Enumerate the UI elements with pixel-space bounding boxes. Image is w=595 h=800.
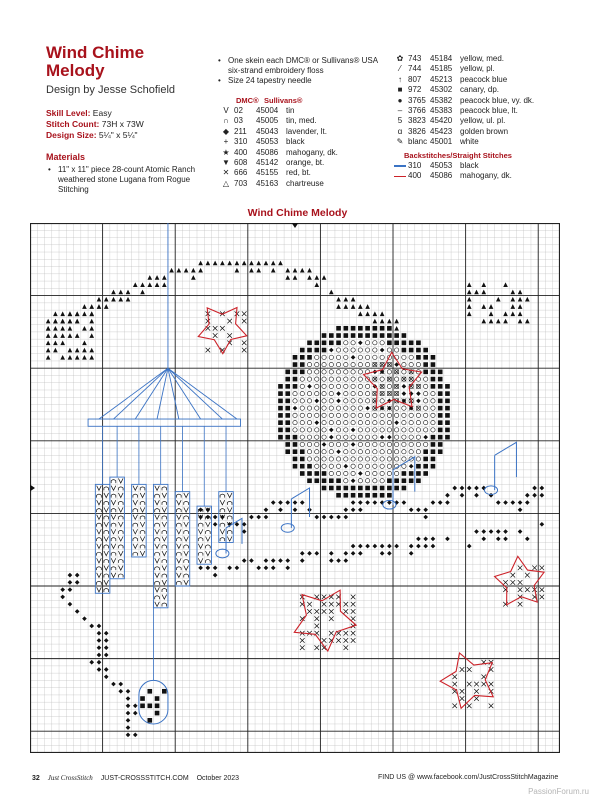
stitch-mark: [278, 413, 283, 418]
stitch-mark: [147, 689, 152, 694]
stitch-mark: [431, 362, 436, 367]
color-key-left: [218, 106, 338, 189]
stitch-mark: [329, 333, 334, 338]
stitch-mark: [431, 442, 436, 447]
stitch-mark: [416, 471, 421, 476]
supplies-item-floss: • One skein each DMC® or Sullivans® USA six-strand embroidery floss: [218, 56, 388, 76]
stitch-mark: [394, 478, 399, 483]
key-sul: 45053: [256, 137, 279, 147]
stitch-mark: [351, 493, 356, 498]
magazine-site[interactable]: JUST-CROSSSTITCH.COM: [100, 775, 189, 782]
key-name: peacock blue, lt.: [460, 106, 518, 116]
key-row: [218, 137, 338, 147]
skill-value: Easy: [92, 108, 112, 118]
stitch-mark: [300, 449, 305, 454]
stitch-mark: [300, 457, 305, 462]
key-dmc: 608: [234, 158, 248, 168]
stitch-count-value: 73H x 73W: [101, 119, 144, 129]
stitch-mark: [431, 377, 436, 382]
stitch-mark: [431, 370, 436, 375]
key-row: [218, 179, 338, 189]
key-dmc: 3823: [408, 116, 426, 126]
backstitch-dmc: 310: [408, 161, 422, 170]
key-sul: 45383: [430, 106, 453, 116]
stitch-mark: [431, 355, 436, 360]
stitch-mark: [358, 486, 363, 491]
stitch-mark: [307, 471, 312, 476]
stitch-mark: [387, 333, 392, 338]
stitch-mark: [358, 333, 363, 338]
stitch-mark: [336, 493, 341, 498]
stitch-mark: [409, 471, 414, 476]
stitch-mark: [431, 457, 436, 462]
stitch-mark: [285, 406, 290, 411]
key-dmc: 666: [234, 168, 248, 178]
key-symbol: ◆: [222, 126, 230, 136]
key-symbol: ✕: [222, 168, 230, 178]
stitch-mark: [336, 486, 341, 491]
key-dmc: 400: [234, 147, 248, 157]
stitch-mark: [314, 340, 319, 345]
stitch-mark: [423, 457, 428, 462]
title-line-2: Melody: [46, 61, 105, 80]
stitch-mark: [322, 340, 327, 345]
stitch-mark: [402, 340, 407, 345]
stitch-mark: [307, 464, 312, 469]
stitch-mark: [365, 333, 370, 338]
key-symbol: 5: [397, 116, 403, 126]
key-symbol: ■: [397, 85, 403, 95]
key-name: yellow, ul. pl.: [460, 116, 506, 126]
stitch-mark: [147, 703, 152, 708]
pattern-title: [46, 44, 246, 80]
stitch-mark: [300, 471, 305, 476]
stitch-mark: [293, 457, 298, 462]
stitch-count-label: Stitch Count:: [46, 119, 100, 129]
stitch-mark: [322, 478, 327, 483]
key-symbol: △: [222, 178, 230, 188]
stitch-mark: [285, 370, 290, 375]
stitch-mark: [293, 362, 298, 367]
key-symbol: ∩: [223, 116, 229, 126]
design-size-label: Design Size:: [46, 130, 97, 140]
stitch-mark: [445, 399, 450, 404]
stitch-mark: [278, 420, 283, 425]
backstitch-heading: Backstitches/Straight Stitches: [404, 151, 512, 160]
issue-date: October 2023: [196, 775, 240, 782]
stitch-mark: [293, 435, 298, 440]
stitch-mark: [438, 399, 443, 404]
stitch-mark: [322, 471, 327, 476]
stitch-mark: [445, 413, 450, 418]
stitch-mark: [322, 333, 327, 338]
stitch-mark: [380, 333, 385, 338]
stitch-mark: [387, 340, 392, 345]
backstitch-name: mahogany, dk.: [460, 171, 512, 181]
stitch-mark: [155, 703, 160, 708]
stitch-mark: [140, 696, 145, 701]
chart-title: Wind Chime Melody: [247, 207, 348, 219]
stitch-mark: [307, 340, 312, 345]
stitch-mark: [416, 464, 421, 469]
key-name: lavender, lt.: [286, 126, 327, 136]
stitch-mark: [409, 478, 414, 483]
stitch-mark: [278, 435, 283, 440]
stitch-mark: [300, 464, 305, 469]
stitch-mark: [431, 449, 436, 454]
key-row: [392, 127, 534, 137]
key-sul: 45001: [430, 137, 453, 147]
key-sul: 45142: [256, 158, 279, 168]
stitch-mark: [329, 340, 334, 345]
stitch-mark: [162, 689, 167, 694]
stitch-mark: [314, 471, 319, 476]
stitch-mark: [431, 464, 436, 469]
stitch-mark: [322, 348, 327, 353]
stitch-mark: [438, 420, 443, 425]
stitch-mark: [300, 348, 305, 353]
stitch-mark: [293, 449, 298, 454]
stitch-mark: [307, 348, 312, 353]
stitch-mark: [402, 486, 407, 491]
stitch-mark: [431, 435, 436, 440]
materials-item: • 11" x 11" piece 28-count Atomic Ranch weathered stone Lugana from Rogue Stitching: [46, 165, 216, 195]
stitch-mark: [438, 442, 443, 447]
key-name: black: [286, 137, 305, 147]
stitch-mark: [351, 326, 356, 331]
footer-left: [32, 774, 239, 782]
key-name: orange, bt.: [286, 158, 325, 168]
stitch-mark: [314, 348, 319, 353]
stitch-mark: [358, 493, 363, 498]
stitch-mark: [423, 449, 428, 454]
stitch-mark: [343, 486, 348, 491]
key-row: [218, 127, 338, 137]
design-size-value: 5¼" x 5¼": [98, 130, 138, 140]
stitch-mark: [387, 478, 392, 483]
stitch-mark: [278, 406, 283, 411]
stitch-mark: [416, 348, 421, 353]
stitch-mark: [293, 355, 298, 360]
stitch-mark: [438, 406, 443, 411]
stitch-mark: [373, 486, 378, 491]
stitch-mark: [438, 384, 443, 389]
key-dmc: 02: [234, 106, 243, 115]
stitch-mark: [351, 486, 356, 491]
stitch-mark: [394, 486, 399, 491]
key-symbol: +: [223, 137, 229, 147]
stitch-mark: [423, 355, 428, 360]
key-sul: 45420: [430, 116, 453, 126]
key-dmc: 211: [234, 126, 247, 136]
key-sul: 45155: [256, 168, 279, 178]
key-name: peacock blue, vy. dk.: [460, 95, 535, 105]
stitch-mark: [329, 478, 334, 483]
stitch-mark: [285, 442, 290, 447]
stitch-mark: [416, 340, 421, 345]
key-name: mahogany, dk.: [286, 147, 338, 157]
key-sul: 45213: [430, 74, 453, 84]
stitch-mark: [445, 428, 450, 433]
key-sul: 45043: [256, 126, 279, 136]
backstitch-key: [392, 161, 512, 182]
key-symbol: ↑: [398, 74, 402, 84]
key-name: yellow, med.: [460, 54, 505, 63]
key-dmc: 743: [408, 54, 422, 63]
key-row: [218, 116, 338, 126]
stitch-mark: [336, 478, 341, 483]
key-sul: 45086: [256, 147, 279, 157]
key-row: [218, 158, 338, 168]
key-dmc: 03: [234, 116, 243, 126]
stitch-mark: [438, 449, 443, 454]
stitch-mark: [278, 391, 283, 396]
key-sul: 45185: [430, 64, 453, 74]
key-head-dmc: DMC®: [236, 96, 259, 105]
key-row: [392, 75, 534, 85]
stitch-mark: [278, 384, 283, 389]
stitch-mark: [431, 384, 436, 389]
key-name: white: [460, 137, 479, 147]
stitch-mark: [445, 406, 450, 411]
stitch-mark: [155, 711, 160, 716]
key-name: yellow, pl.: [460, 64, 495, 74]
key-symbol: ▼: [222, 158, 230, 168]
stitch-mark: [278, 428, 283, 433]
stitch-mark: [445, 435, 450, 440]
key-symbol: ✿: [396, 54, 404, 63]
key-dmc: 807: [408, 74, 422, 84]
stitch-mark: [285, 377, 290, 382]
supplies-item-needle: • Size 24 tapestry needle: [218, 76, 388, 86]
key-dmc: 3765: [408, 95, 426, 105]
stitch-mark: [423, 362, 428, 367]
backstitch-sul: 45086: [430, 171, 453, 181]
key-dmc: 703: [234, 178, 248, 188]
key-dmc: 744: [408, 64, 422, 74]
stitch-mark: [402, 348, 407, 353]
stitch-mark: [314, 478, 319, 483]
stitch-mark: [394, 333, 399, 338]
key-row: [218, 148, 338, 158]
stitch-mark: [423, 348, 428, 353]
key-symbol: –: [397, 106, 403, 116]
stitch-mark: [285, 399, 290, 404]
stitch-mark: [438, 370, 443, 375]
materials-list: [46, 165, 216, 195]
backstitch-name: black: [460, 161, 479, 170]
supplies-list: [218, 56, 388, 86]
stitch-mark: [380, 326, 385, 331]
key-sul: 45423: [430, 126, 453, 136]
stitch-mark: [285, 384, 290, 389]
stitch-mark: [336, 333, 341, 338]
stitch-mark: [343, 333, 348, 338]
cross-stitch-chart: [30, 223, 560, 753]
key-row: [392, 96, 534, 106]
key-sul: 45163: [256, 178, 279, 188]
stitch-mark: [438, 413, 443, 418]
stitch-mark: [394, 340, 399, 345]
key-name: chartreuse: [286, 178, 324, 188]
stitch-mark: [293, 442, 298, 447]
color-key-right: [392, 54, 534, 148]
magazine-name: Just CrossStitch: [47, 774, 93, 782]
key-sul: 45005: [256, 116, 279, 126]
stitch-mark: [351, 333, 356, 338]
footer-social[interactable]: FIND US @ www.facebook.com/JustCrossStitchMagazine: [378, 774, 559, 781]
backstitch-line-swatch: [392, 171, 408, 181]
key-symbol: ɑ: [397, 126, 403, 136]
key-dmc: 310: [234, 137, 248, 147]
stitch-mark: [365, 486, 370, 491]
stitch-mark: [285, 413, 290, 418]
stitch-mark: [373, 326, 378, 331]
stitch-mark: [329, 486, 334, 491]
backstitch-row: [392, 171, 512, 181]
materials-heading: Materials: [46, 152, 86, 162]
stitch-mark: [402, 478, 407, 483]
stitch-mark: [336, 326, 341, 331]
key-symbol: ★: [222, 147, 230, 157]
key-row: [392, 64, 534, 74]
stitch-mark: [423, 471, 428, 476]
key-sul: 45382: [430, 95, 453, 105]
stitch-mark: [293, 370, 298, 375]
stitch-mark: [423, 464, 428, 469]
key-symbol: V: [223, 106, 229, 115]
stitch-mark: [307, 355, 312, 360]
stitch-mark: [140, 703, 145, 708]
stitch-mark: [300, 362, 305, 367]
key-name: golden brown: [460, 126, 509, 136]
key-head-sullivans: Sullivans®: [264, 96, 303, 105]
key-name: canary, dp.: [460, 85, 499, 95]
key-name: red, bt.: [286, 168, 311, 178]
title-line-1: Wind Chime: [46, 43, 145, 62]
key-row: [392, 54, 534, 64]
stitch-mark: [416, 478, 421, 483]
stitch-mark: [322, 486, 327, 491]
backstitch-sul: 45053: [430, 161, 453, 170]
key-dmc: blanc: [408, 137, 428, 147]
stitch-mark: [438, 435, 443, 440]
watermark: PassionForum.ru: [528, 787, 589, 796]
key-symbol: ✎: [396, 137, 404, 147]
key-name: peacock blue: [460, 74, 508, 84]
key-name: tin, med.: [286, 116, 317, 126]
stitch-mark: [336, 340, 341, 345]
stitch-mark: [387, 486, 392, 491]
stitch-mark: [409, 340, 414, 345]
stitch-mark: [423, 370, 428, 375]
stitch-mark: [365, 326, 370, 331]
key-row: [392, 106, 534, 116]
stitch-mark: [402, 333, 407, 338]
stitch-mark: [147, 718, 152, 723]
key-row: [392, 137, 534, 147]
key-sul: 45302: [430, 85, 453, 95]
stitch-mark: [409, 348, 414, 353]
key-symbol: ●: [397, 95, 403, 105]
page-number: 32: [32, 775, 40, 782]
skill-label: Skill Level:: [46, 108, 91, 118]
stitch-mark: [380, 486, 385, 491]
key-sul: 45184: [430, 54, 453, 63]
stitch-mark: [343, 326, 348, 331]
key-name: tin: [286, 106, 295, 115]
stitch-mark: [300, 355, 305, 360]
backstitch-line-swatch: [392, 161, 408, 171]
stitch-mark: [402, 471, 407, 476]
stitch-mark: [300, 370, 305, 375]
stitch-mark: [358, 326, 363, 331]
stitch-mark: [278, 399, 283, 404]
stitch-mark: [155, 696, 160, 701]
key-row: [218, 168, 338, 178]
stitch-mark: [416, 355, 421, 360]
stitch-mark: [438, 391, 443, 396]
key-dmc: 3826: [408, 126, 426, 136]
backstitch-row: [392, 161, 512, 171]
key-row: [392, 85, 534, 95]
designer-credit: Design by Jesse Schofield: [46, 84, 176, 96]
stitch-mark: [343, 493, 348, 498]
key-dmc: 972: [408, 85, 422, 95]
stitch-mark: [285, 391, 290, 396]
stitch-mark: [445, 391, 450, 396]
stitch-mark: [285, 428, 290, 433]
key-row: [392, 116, 534, 126]
stitch-mark: [438, 377, 443, 382]
key-sul: 45004: [256, 106, 279, 115]
stitch-mark: [445, 384, 450, 389]
stitch-mark: [373, 333, 378, 338]
stitch-mark: [285, 435, 290, 440]
stitch-mark: [285, 449, 290, 454]
stitch-mark: [293, 377, 298, 382]
stitch-mark: [445, 420, 450, 425]
specs-block: [46, 108, 144, 141]
backstitch-dmc: 400: [408, 171, 422, 181]
stitch-mark: [307, 478, 312, 483]
key-dmc: 3766: [408, 106, 426, 116]
key-row: [218, 106, 338, 116]
stitch-mark: [438, 428, 443, 433]
key-symbol: ⁄: [399, 64, 401, 74]
stitch-mark: [285, 420, 290, 425]
stitch-mark: [293, 384, 298, 389]
stitch-mark: [293, 464, 298, 469]
